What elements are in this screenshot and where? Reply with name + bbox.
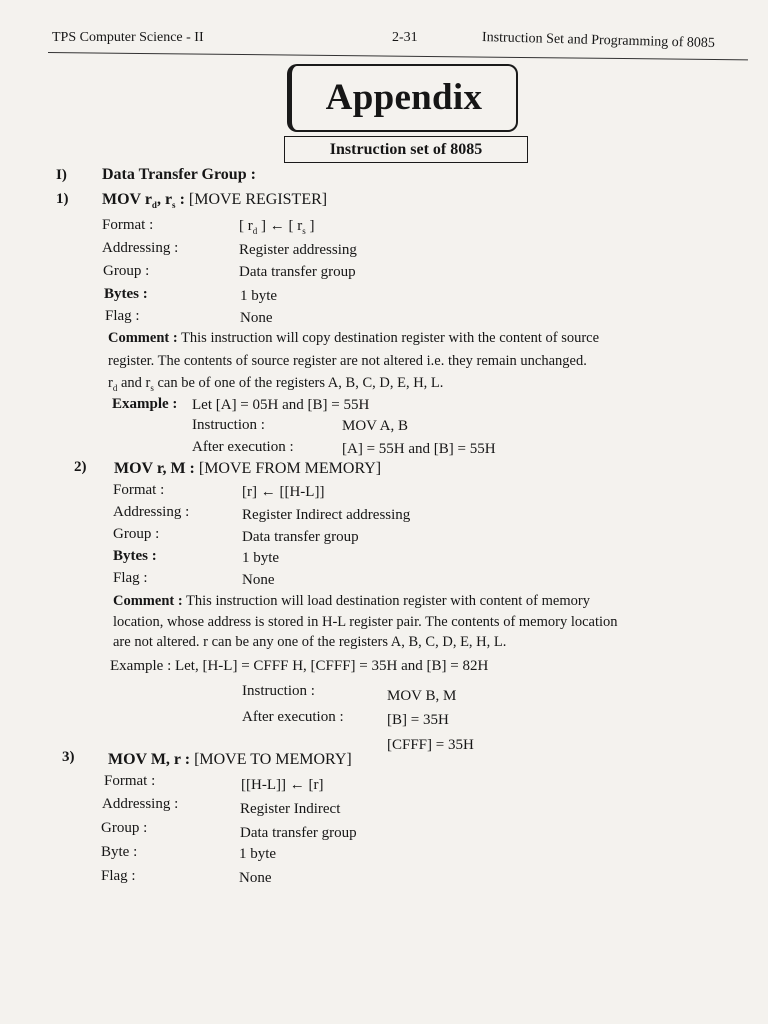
instruction-3-format-label: Format : bbox=[104, 773, 156, 789]
instruction-2-title: MOV r, M : [MOVE FROM MEMORY] bbox=[114, 460, 382, 477]
instruction-2-bytes-label: Bytes : bbox=[113, 548, 157, 564]
header-page-number: 2-31 bbox=[392, 30, 418, 45]
instruction-2-group-value: Data transfer group bbox=[242, 529, 359, 545]
instruction-1-bytes-label: Bytes : bbox=[104, 286, 148, 302]
subtitle-box bbox=[284, 136, 528, 163]
instruction-2-instruction-value: MOV B, M bbox=[387, 688, 457, 704]
instruction-2-format-label: Format : bbox=[113, 482, 165, 498]
instruction-2-group-label: Group : bbox=[113, 526, 160, 542]
group-title: Data Transfer Group : bbox=[102, 166, 256, 183]
instruction-2-after-label: After execution : bbox=[242, 709, 344, 725]
instruction-1-example-intro: Let [A] = 05H and [B] = 55H bbox=[192, 397, 370, 413]
instruction-1-group-value: Data transfer group bbox=[239, 264, 356, 280]
instruction-2-comment-line-1: This instruction will load destination register with content of memory bbox=[186, 593, 590, 609]
instruction-1-title: MOV $r_d$, $r_s$ : [MOVE REGISTER] bbox=[102, 191, 328, 211]
instruction-2-after-value-2: [CFFF] = 35H bbox=[387, 737, 474, 753]
instruction-2-flag-value: None bbox=[242, 572, 275, 588]
instruction-1-after-label: After execution : bbox=[192, 439, 294, 455]
instruction-2-comment-label: Comment : bbox=[113, 593, 183, 609]
instruction-1-comment-label: Comment : bbox=[108, 330, 178, 346]
instruction-3-addressing-value: Register Indirect bbox=[240, 801, 341, 817]
instruction-2-format-value: [r] ← [[H-L]] bbox=[242, 484, 325, 500]
instruction-2-after-value-1: [B] = 35H bbox=[387, 712, 449, 728]
instruction-2-number: 2) bbox=[74, 459, 87, 475]
instruction-3-byte-label: Byte : bbox=[101, 844, 138, 860]
instruction-3-group-label: Group : bbox=[101, 820, 148, 836]
instruction-1-instruction-value: MOV A, B bbox=[342, 418, 408, 434]
instruction-2-example-intro: Example : Let, [H-L] = CFFF H, [CFFF] = 35H and [B] = 82H bbox=[110, 658, 489, 674]
instruction-1-addressing-value: Register addressing bbox=[239, 242, 357, 258]
instruction-3-flag-value: None bbox=[239, 870, 272, 886]
instruction-2-instruction-label: Instruction : bbox=[242, 683, 315, 699]
instruction-1-comment-line-2: register. The contents of source register are not altered i.e. they remain unchanged. bbox=[108, 353, 587, 369]
instruction-1-flag-value: None bbox=[240, 310, 273, 326]
group-number: I) bbox=[56, 167, 67, 183]
instruction-1-addressing-label: Addressing : bbox=[102, 240, 179, 256]
instruction-3-addressing-label: Addressing : bbox=[102, 796, 179, 812]
header-rule bbox=[48, 52, 748, 60]
instruction-1-format-label: Format : bbox=[102, 217, 154, 233]
instruction-1-group-label: Group : bbox=[103, 263, 150, 279]
instruction-3-title: MOV M, r : [MOVE TO MEMORY] bbox=[108, 751, 352, 768]
instruction-2-comment-line-2: location, whose address is stored in H-L register pair. The contents of memory location bbox=[113, 614, 618, 630]
instruction-1-bytes-value: 1 byte bbox=[240, 288, 278, 304]
instruction-3-flag-label: Flag : bbox=[101, 868, 136, 884]
appendix-title-box bbox=[287, 64, 518, 132]
instruction-3-group-value: Data transfer group bbox=[240, 825, 357, 841]
instruction-3-byte-value: 1 byte bbox=[239, 846, 277, 862]
page-title: Appendix bbox=[325, 77, 483, 118]
instruction-2-flag-label: Flag : bbox=[113, 570, 148, 586]
header-book-title: TPS Computer Science - II bbox=[52, 30, 204, 45]
instruction-1-comment-line-3: $r_d$ and $r_s$ can be of one of the registers A, B, C, D, E, H, L. bbox=[108, 375, 444, 393]
instruction-1-instruction-label: Instruction : bbox=[192, 417, 265, 433]
instruction-3-number: 3) bbox=[62, 749, 75, 765]
instruction-1-format-value: [ $r_d$ ] ← [ $r_s$ ] bbox=[239, 218, 315, 236]
instruction-2-bytes-value: 1 byte bbox=[242, 550, 280, 566]
instruction-1-comment-line-1: This instruction will copy destination register with the content of source bbox=[181, 330, 600, 346]
instruction-3-format-value: [[H-L]] ← [r] bbox=[241, 777, 324, 793]
instruction-2-comment-line-3: are not altered. r can be any one of the registers A, B, C, D, E, H, L. bbox=[113, 634, 507, 650]
instruction-2-addressing-label: Addressing : bbox=[113, 504, 190, 520]
page-subtitle: Instruction set of 8085 bbox=[329, 141, 483, 158]
header-chapter-title: Instruction Set and Programming of 8085 bbox=[481, 30, 716, 52]
instruction-1-number: 1) bbox=[56, 191, 69, 207]
instruction-2-addressing-value: Register Indirect addressing bbox=[242, 507, 411, 523]
instruction-1-after-value: [A] = 55H and [B] = 55H bbox=[342, 441, 496, 457]
instruction-1-example-label: Example : bbox=[112, 396, 178, 412]
instruction-1-flag-label: Flag : bbox=[105, 308, 140, 324]
